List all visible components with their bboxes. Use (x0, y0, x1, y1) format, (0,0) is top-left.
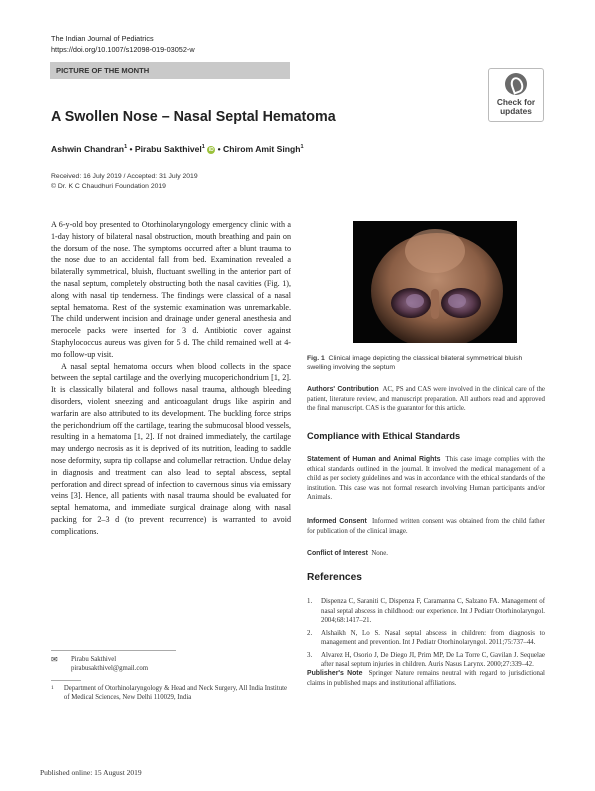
human-rights-label: Statement of Human and Animal Rights (307, 456, 441, 463)
author-affiliation-marker: 1 (300, 144, 304, 151)
publisher-note (307, 669, 545, 688)
correspondence-email[interactable]: pirabusakthivel@gmail.com (71, 665, 149, 673)
check-for-updates-icon (505, 73, 527, 95)
publisher-note-text: Springer Nature remains neutral with regard to jurisdictional claims in published maps and institutional affiliations. (307, 670, 545, 687)
figure-caption-text: Clinical image depicting the classical bilateral symmetrical bluish swelling involving the septum (307, 355, 523, 372)
reference-item[interactable] (307, 597, 545, 626)
correspondence (51, 655, 291, 674)
reference-item[interactable] (307, 651, 545, 670)
author-name[interactable]: Chirom Amit Singh (223, 144, 301, 154)
section-banner: PICTURE OF THE MONTH (50, 62, 290, 79)
article-title: A Swollen Nose – Nasal Septal Hematoma (51, 109, 336, 125)
author-name[interactable]: Ashwin Chandran (51, 144, 125, 154)
copyright-line: © Dr. K C Chaudhuri Foundation 2019 (51, 182, 166, 190)
compliance-heading: Compliance with Ethical Standards (307, 431, 461, 441)
author-affiliation-marker: 1 (124, 144, 128, 151)
author-list: Ashwin Chandran$^1$ • Pirabu Sakthivel$^1$ iD • Chirom Amit Singh$^1$ (51, 144, 304, 154)
nose-photo-illustration (353, 221, 517, 343)
reference-item[interactable] (307, 629, 545, 648)
coi-text: None. (371, 550, 388, 557)
human-rights-text: This case image complies with the ethical standards outlined in the journal. It involved the medical management of a child as per society guidelines and was in accordance with the ethical standards of the institution. This case was not formal research involving Human participants and/or Animals. (307, 456, 545, 501)
check-for-updates-text: Check for updates (496, 97, 536, 116)
figure-label: Fig. 1 (307, 355, 325, 362)
informed-consent (307, 517, 545, 536)
references-heading: References (307, 572, 362, 583)
coi-label: Conflict of Interest (307, 550, 368, 557)
publisher-note-label: Publisher's Note (307, 670, 363, 677)
affiliation-text: Department of Otorhinolaryngology & Head and Neck Surgery, All India Institute of Medical Sciences, New Delhi 110029, India (63, 685, 288, 702)
human-rights-statement (307, 455, 545, 503)
article-body (51, 219, 291, 538)
author-affiliation-marker: 1 (201, 144, 205, 151)
figure-caption (307, 354, 545, 372)
footnote-divider (51, 650, 176, 651)
check-for-updates-badge[interactable] (488, 68, 544, 122)
orcid-icon[interactable]: iD (208, 146, 214, 153)
correspondence-name: Pirabu Sakthivel (71, 656, 117, 663)
clinical-image (353, 221, 517, 343)
affiliation-marker: 1 (51, 685, 54, 691)
journal-name: The Indian Journal of Pediatrics (51, 34, 154, 43)
article-dates (51, 172, 198, 191)
journal-doi[interactable]: https://doi.org/10.1007/s12098-019-03052-w (51, 45, 195, 54)
published-online: Published online: 15 August 2019 (40, 768, 142, 777)
reference-list (307, 597, 545, 673)
reference-text: Dispenza C, Saraniti C, Dispenza F, Caramanna C, Salzano FA. Management of nasal septal abscess in childhood: our experience. Int J Pediatr Otorhinolaryngol. 2004;68:1417–21. (321, 598, 545, 624)
reference-number: 2. (307, 629, 313, 637)
reference-text: Alshaikh N, Lo S. Nasal septal abscess in children: from diagnosis to management and prevention. Int J Pediatr Otorhinolaryngol. 2011;75:737–44. (321, 629, 545, 646)
contribution-label: Authors' Contribution (307, 386, 379, 393)
body-paragraph-2: A nasal septal hematoma occurs when blood collects in the space between the septal cartilage and the overlying mucoperichondrium [1, 2]. It is classically bilateral and follows nasal trauma, although bleeding disorders, violent sneezing and anticoagulant drugs like aspirin and warfarin are also attributed to its development. The buckling force strips the perichondrium off the cartilage, tearing the submucosal blood vessels, resulting in a hematoma [1, 2]. If not drained immediately, the cartilage may undergo necrosis as it is deprived of its nutrition, leading to saddle nose deformity, supra tip collapse and columellar retraction. Undue delay in diagnosis and treatment can also lead to septal abscess, septal perforation and direct spread of infection to cavernous sinus via emissary veins [3]. Hence, all patients with nasal trauma should be evaluated for septal hematoma, and immediate surgical drainage along with nasal packing for 2–3 d (to prevent recurrence) is warranted to avoid complications. (51, 361, 291, 536)
body-paragraph-1: A 6-y-old boy presented to Otorhinolaryngology emergency clinic with a 1-day history of bilateral nasal obstruction, mouth breathing and pain on the dorsum of the nose. The symptoms occurred after a blunt trauma to the nose due to an accidental fall from bed. Examination revealed a bilaterally symmetrical, bluish, fluctuant swelling in the anterior part of the nasal septum, completely obstructing both the nasal cavities (Fig. 1), along with nasal tip tenderness. The findings were classical of a nasal septal hematoma. Rest of the systemic examination was unremarkable. The child underwent incision and drainage under general anesthesia and merocele packs were inserted for 3 d. Antibiotic cover against Staphylococcus aureus was given for 5 d. The child remained well at 4-mo follow-up visit. (51, 220, 291, 359)
reference-text: Alvarez H, Osorio J, De Diego JI, Prim MP, De La Torre C, Gavilan J. Sequelae after nasal septum injuries in children. Auris Nasus Larynx. 2000;27:339–42. (321, 651, 545, 668)
affiliation-divider (51, 680, 81, 681)
author-name[interactable]: Pirabu Sakthivel (134, 144, 202, 154)
contribution-text: AC, PS and CAS were involved in the clinical care of the patient, literature review, and manuscript preparation. All authors read and approved the final manuscript. CAS is the guarantor for this article. (307, 386, 545, 412)
reference-number: 3. (307, 651, 313, 659)
consent-label: Informed Consent (307, 518, 367, 525)
affiliation (51, 684, 291, 703)
authors-contribution (307, 385, 545, 414)
conflict-of-interest (307, 549, 545, 559)
consent-text: Informed written consent was obtained from the child father for publication of the clinical image. (307, 518, 545, 535)
received-accepted-dates: Received: 16 July 2019 / Accepted: 31 July 2019 (51, 173, 198, 180)
mail-icon: ✉ (51, 655, 58, 664)
journal-header (51, 33, 195, 55)
reference-number: 1. (307, 598, 313, 605)
